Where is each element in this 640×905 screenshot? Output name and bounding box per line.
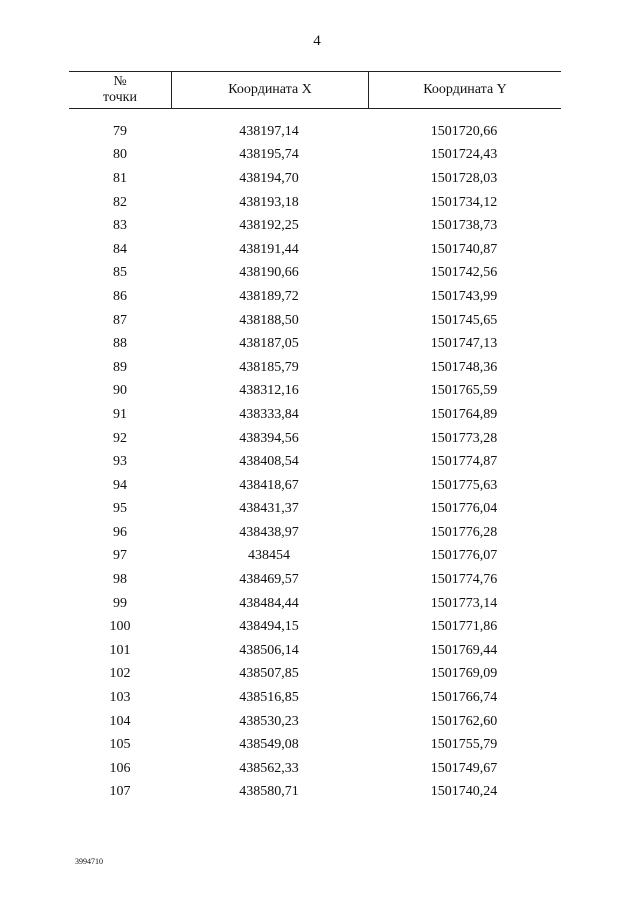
table-row — [69, 120, 561, 144]
coordinate-y-cell: 1501743,99 — [430, 288, 498, 304]
coordinate-y-cell: 1501764,89 — [430, 406, 498, 422]
point-number-cell: 84 — [113, 241, 127, 257]
coordinate-y-cell: 1501765,59 — [430, 383, 498, 399]
table-row — [69, 639, 561, 663]
coordinate-y-cell: 1501775,63 — [430, 477, 498, 493]
coordinate-x-cell: 438394,56 — [239, 430, 299, 446]
header-coordinate-x: Координата X — [172, 72, 369, 108]
point-number-cell: 83 — [113, 218, 127, 234]
table-row — [69, 191, 561, 215]
point-number-cell: 99 — [113, 595, 127, 611]
coordinate-x-cell: 438549,08 — [239, 737, 299, 753]
table-row — [69, 262, 561, 286]
point-number-cell: 95 — [113, 501, 127, 517]
coordinate-y-cell: 1501745,65 — [430, 312, 498, 328]
coordinate-x-cell: 438189,72 — [239, 288, 299, 304]
table-row — [69, 733, 561, 757]
coordinate-y-cell: 1501738,73 — [430, 218, 498, 234]
coordinate-y-cell: 1501740,87 — [430, 241, 498, 257]
table-row — [69, 427, 561, 451]
point-number-cell: 82 — [113, 194, 127, 210]
coordinate-y-cell: 1501720,66 — [430, 123, 498, 139]
table-row — [69, 568, 561, 592]
coordinate-x-cell: 438187,05 — [239, 336, 299, 352]
coordinate-x-cell: 438408,54 — [239, 454, 299, 470]
coordinate-x-cell: 438454 — [248, 548, 290, 564]
coordinate-y-cell: 1501769,09 — [430, 666, 498, 682]
header-point-label: точки — [103, 90, 137, 105]
point-number-cell: 90 — [113, 383, 127, 399]
point-number-cell: 101 — [109, 642, 131, 658]
page-number: 4 — [313, 33, 321, 49]
point-number-cell: 81 — [113, 170, 127, 186]
coordinate-x-cell: 438562,33 — [239, 760, 299, 776]
table-row — [69, 615, 561, 639]
table-row — [69, 403, 561, 427]
coordinate-x-cell: 438312,16 — [239, 383, 299, 399]
coordinate-y-cell: 1501776,28 — [430, 524, 498, 540]
coordinate-x-cell: 438516,85 — [239, 690, 299, 706]
coordinate-x-cell: 438530,23 — [239, 713, 299, 729]
coordinate-x-cell: 438195,74 — [239, 147, 299, 163]
coordinate-x-cell: 438193,18 — [239, 194, 299, 210]
coordinate-y-cell: 1501776,07 — [430, 548, 498, 564]
coordinate-x-cell: 438469,57 — [239, 572, 299, 588]
point-number-cell: 80 — [113, 147, 127, 163]
coordinate-x-cell: 438194,70 — [239, 170, 299, 186]
coordinate-y-cell: 1501748,36 — [430, 359, 498, 375]
table-row — [69, 757, 561, 781]
coordinate-x-cell: 438418,67 — [239, 477, 299, 493]
coordinate-y-cell: 1501755,79 — [430, 737, 498, 753]
coordinate-y-cell: 1501766,74 — [430, 690, 498, 706]
coordinate-y-cell: 1501749,67 — [430, 760, 498, 776]
point-number-cell: 87 — [113, 312, 127, 328]
point-number-cell: 104 — [109, 713, 131, 729]
table-row — [69, 592, 561, 616]
table-row — [69, 781, 561, 805]
table-row — [69, 521, 561, 545]
point-number-cell: 79 — [113, 123, 127, 139]
coordinate-y-cell: 1501776,04 — [430, 501, 498, 517]
coordinate-y-cell: 1501762,60 — [430, 713, 498, 729]
coordinate-x-cell: 438431,37 — [239, 501, 299, 517]
coordinate-x-cell: 438190,66 — [239, 265, 299, 281]
coordinate-y-cell: 1501774,76 — [430, 572, 498, 588]
table-row — [69, 545, 561, 569]
coordinate-y-cell: 1501734,12 — [430, 194, 498, 210]
coordinate-x-cell: 438580,71 — [239, 784, 299, 800]
point-number-cell: 94 — [113, 477, 127, 493]
coordinate-y-cell: 1501774,87 — [430, 454, 498, 470]
coordinate-y-cell: 1501740,24 — [430, 784, 498, 800]
table-row — [69, 474, 561, 498]
point-number-cell: 98 — [113, 572, 127, 588]
table-row — [69, 238, 561, 262]
coordinate-x-cell: 438185,79 — [239, 359, 299, 375]
coordinate-x-cell: 438438,97 — [239, 524, 299, 540]
coordinate-y-cell: 1501771,86 — [430, 619, 498, 635]
table-row — [69, 167, 561, 191]
point-number-cell: 86 — [113, 288, 127, 304]
coordinate-y-cell: 1501773,14 — [430, 595, 498, 611]
coordinate-x-cell: 438188,50 — [239, 312, 299, 328]
point-number-cell: 85 — [113, 265, 127, 281]
coordinate-x-cell: 438507,85 — [239, 666, 299, 682]
table-body — [69, 120, 561, 804]
header-point-number — [69, 72, 172, 108]
point-number-cell: 91 — [113, 406, 127, 422]
table-row — [69, 686, 561, 710]
point-number-cell: 105 — [109, 737, 131, 753]
coordinate-x-cell: 438494,15 — [239, 619, 299, 635]
coordinate-y-cell: 1501742,56 — [430, 265, 498, 281]
document-code: 3994710 — [75, 857, 103, 866]
coordinate-x-cell: 438333,84 — [239, 406, 299, 422]
point-number-cell: 92 — [113, 430, 127, 446]
table-row — [69, 380, 561, 404]
table-row — [69, 144, 561, 168]
header-number-sign: № — [113, 74, 127, 89]
point-number-cell: 103 — [109, 690, 131, 706]
point-number-cell: 102 — [109, 666, 131, 682]
coordinate-y-cell: 1501747,13 — [430, 336, 498, 352]
table-row — [69, 332, 561, 356]
point-number-cell: 89 — [113, 359, 127, 375]
point-number-cell: 97 — [113, 548, 127, 564]
table-row — [69, 498, 561, 522]
point-number-cell: 96 — [113, 524, 127, 540]
table-row — [69, 356, 561, 380]
header-coordinate-y: Координата Y — [423, 82, 507, 97]
point-number-cell: 93 — [113, 454, 127, 470]
coordinate-x-cell: 438484,44 — [239, 595, 299, 611]
coordinate-x-cell: 438506,14 — [239, 642, 299, 658]
table-row — [69, 309, 561, 333]
table-row — [69, 214, 561, 238]
table-row — [69, 710, 561, 734]
point-number-cell: 100 — [109, 619, 131, 635]
coordinate-y-cell: 1501724,43 — [430, 147, 498, 163]
point-number-cell: 107 — [109, 784, 131, 800]
coordinate-x-cell: 438192,25 — [239, 218, 299, 234]
table-row — [69, 285, 561, 309]
point-number-cell: 106 — [109, 760, 131, 776]
coordinate-y-cell: 1501773,28 — [430, 430, 498, 446]
coordinate-x-cell: 438197,14 — [239, 123, 299, 139]
coordinate-y-cell: 1501728,03 — [430, 170, 498, 186]
coordinate-y-cell: 1501769,44 — [430, 642, 498, 658]
point-number-cell: 88 — [113, 336, 127, 352]
table-row — [69, 450, 561, 474]
table-row — [69, 663, 561, 687]
table-header — [69, 71, 561, 109]
coordinate-x-cell: 438191,44 — [239, 241, 299, 257]
